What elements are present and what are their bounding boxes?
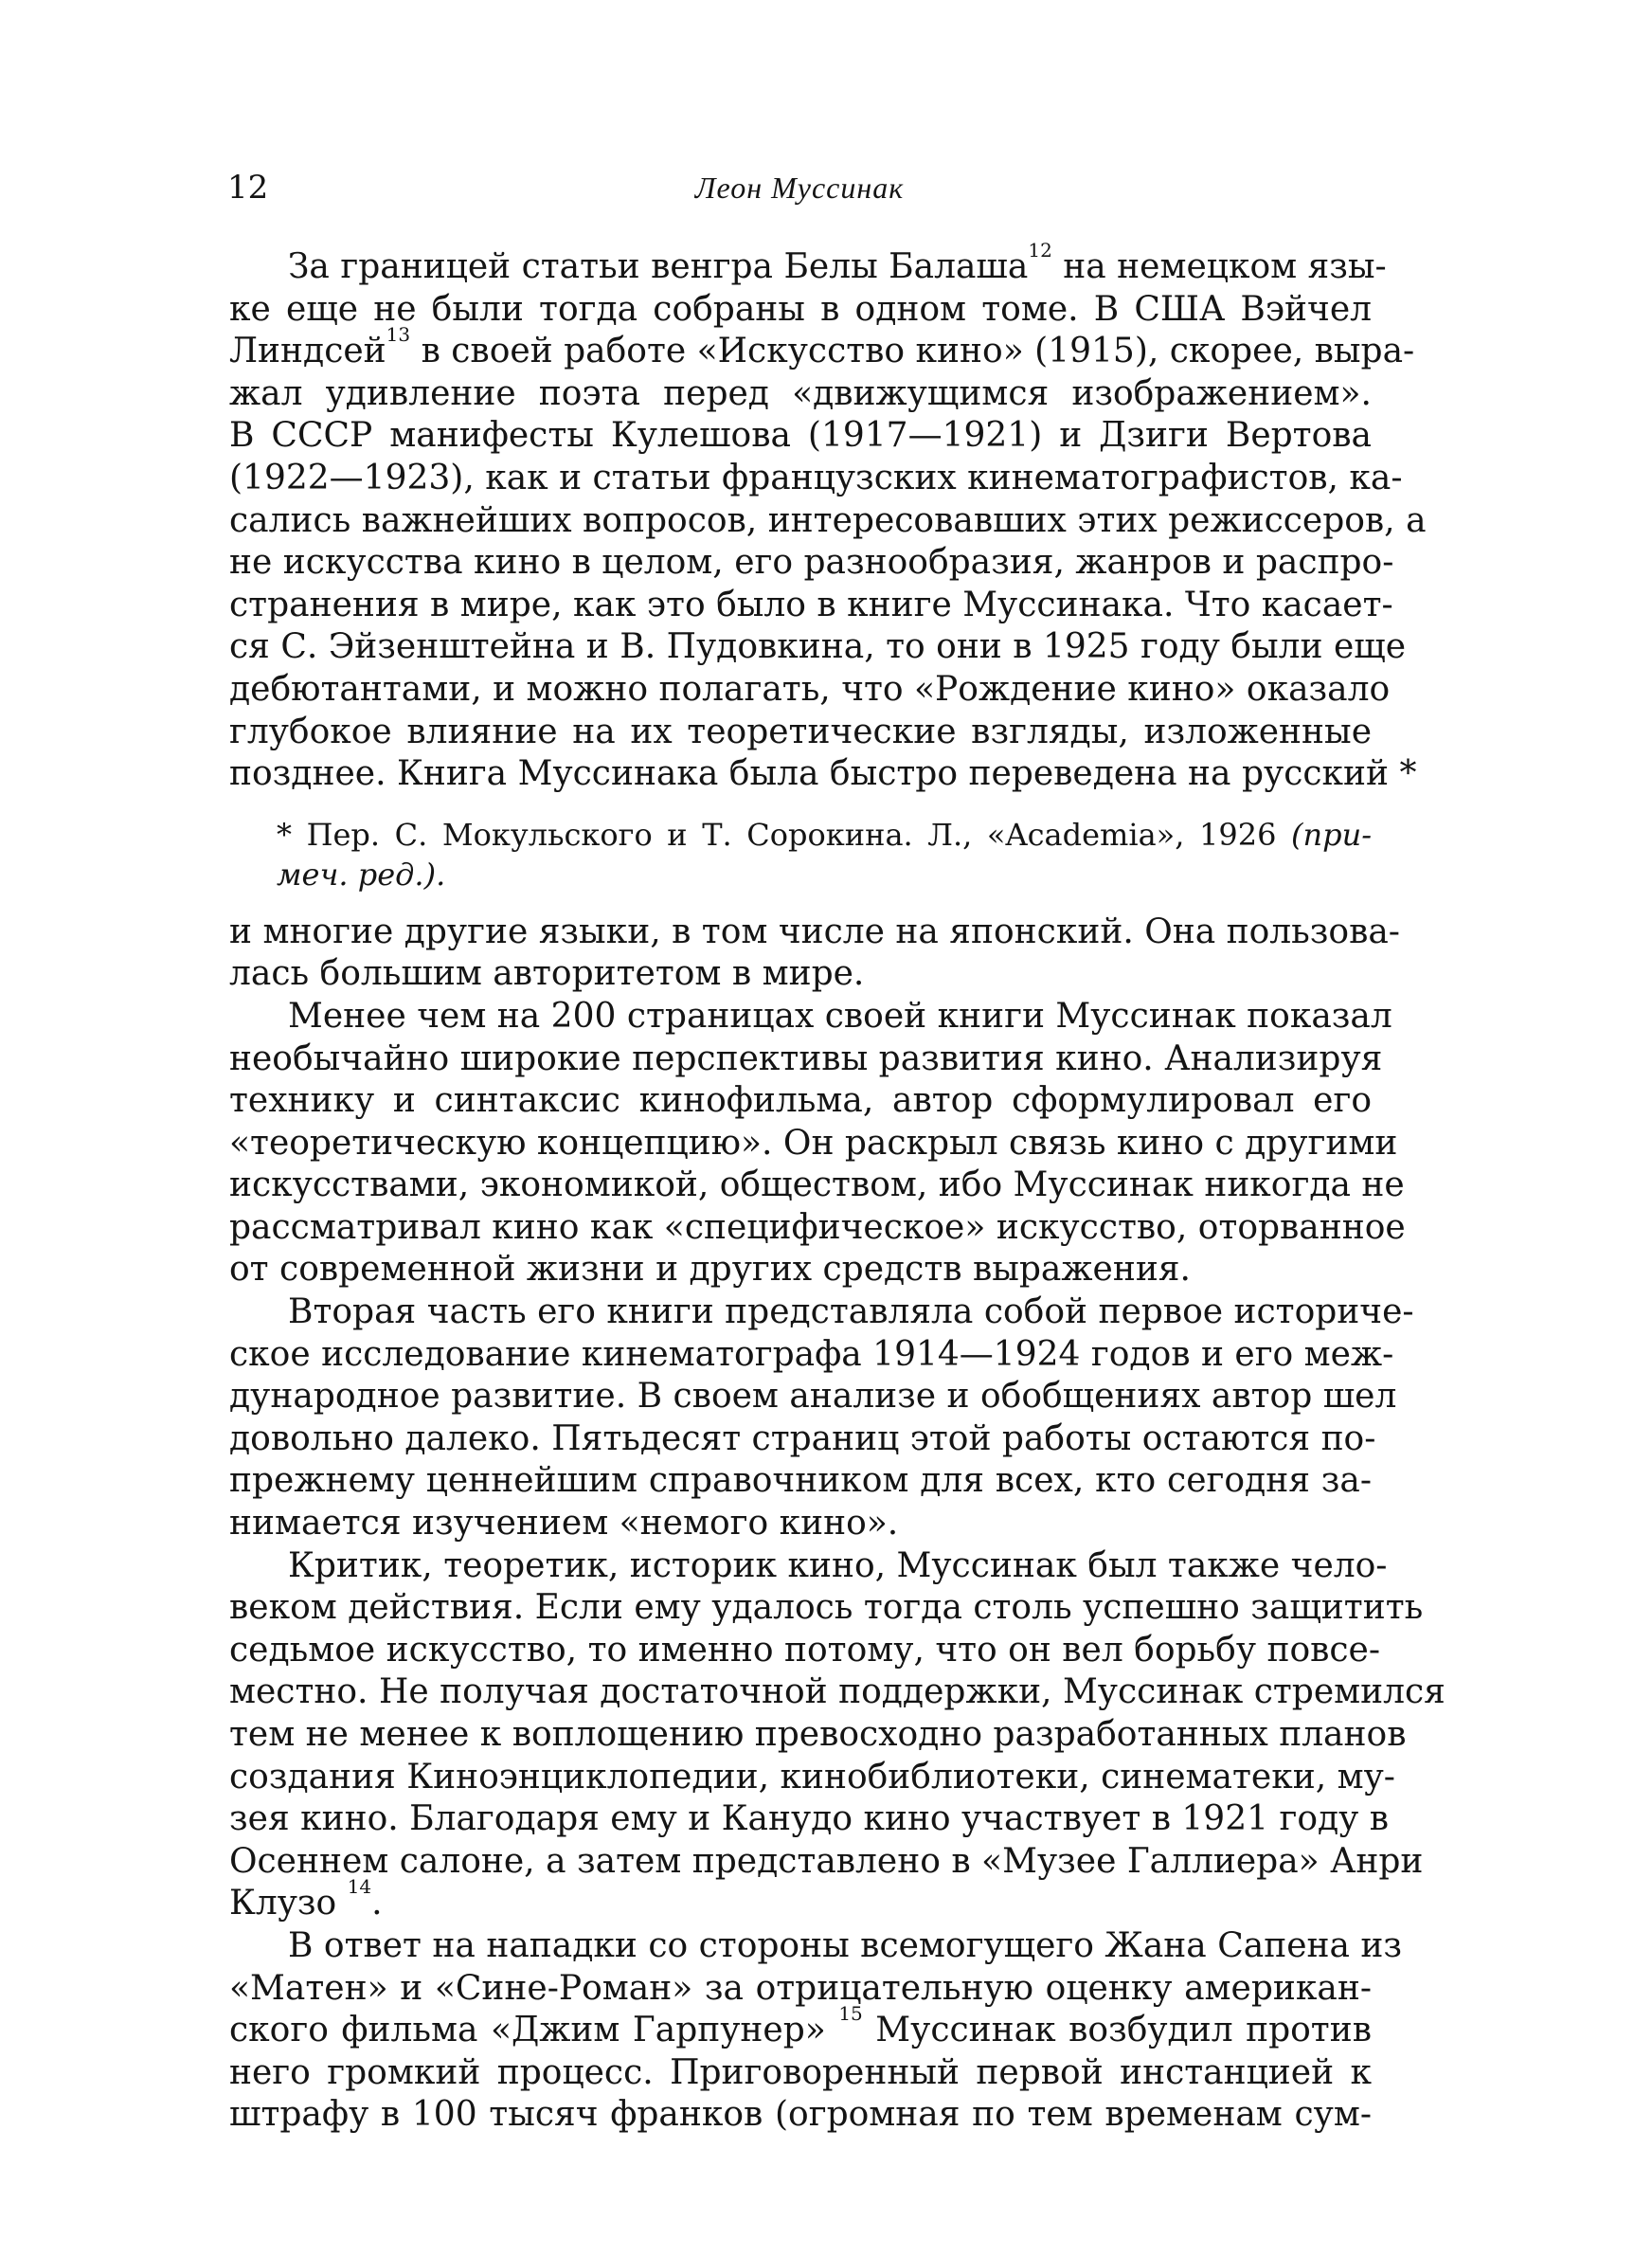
text-line: прежнему ценнейшим справочником для всех, кто сегодня за- (229, 1461, 1372, 1501)
text-line: Осеннем салоне, а затем представлено в «Музее Галлиера» Анри (229, 1841, 1424, 1881)
text-line: жал удивление поэта перед «движущимся изображением». (229, 373, 1372, 413)
text-line: «теоретическую концепцию». Он раскрыл связь кино с другими (229, 1123, 1398, 1163)
text-line: дународное развитие. В своем анализе и обобщениях автор шел (229, 1377, 1397, 1417)
text-line: нимается изучением «немого кино». (229, 1504, 899, 1544)
page-body (229, 239, 1446, 2137)
text-line: Критик, теоретик, историк кино, Муссинак был также чело- (288, 1545, 1388, 1585)
text-line: В ответ на нападки со стороны всемогущего Жана Сапена из (288, 1925, 1403, 1965)
text-line: седьмое искусство, то именно потому, что он вел борьбу повсе- (229, 1630, 1381, 1670)
text-line: и многие другие языки, в том числе на японский. Она пользова- (229, 912, 1400, 951)
footnote-ref: 15 (838, 2002, 863, 2026)
paragraph-1 (229, 239, 1427, 796)
text-line: него громкий процесс. Приговоренный первой инстанцией к (229, 2052, 1372, 2092)
text-line: искусствами, экономикой, обществом, ибо Муссинак никогда не (229, 1165, 1405, 1205)
text-line: тем не менее к воплощению превосходно разработанных планов (229, 1715, 1407, 1754)
text-line: «Матен» и «Сине-Роман» за отрицательную оценку американ- (229, 1968, 1372, 2008)
footnote-ref: 12 (1028, 239, 1052, 262)
paragraph-5 (229, 1925, 1403, 2137)
text-line: штрафу в 100 тысяч франков (огромная по тем временам сум- (229, 2095, 1372, 2135)
running-title: Леон Муссинак (694, 171, 905, 205)
text-line: В СССР манифесты Кулешова (1917—1921) и Дзиги Вертова (229, 416, 1372, 456)
page-number: 12 (227, 169, 269, 207)
text-line: довольно далеко. Пятьдесят страниц этой работы остаются по- (229, 1418, 1376, 1458)
footnote-line: * Пер. С. Мокульского и Т. Сорокина. Л., «Academia», 1926 (при- (277, 816, 1373, 853)
text-line: позднее. Книга Муссинака была быстро переведена на русский * (229, 754, 1417, 794)
text-line: ся С. Эйзенштейна и В. Пудовкина, то они в 1925 году были еще (229, 627, 1407, 667)
text-line: необычайно широкие перспективы развития кино. Анализируя (229, 1038, 1383, 1078)
text-line: Клузо $^{14}$. (229, 1875, 383, 1923)
text-line: Линдсей$^{13}$ в своей работе «Искусство кино» (1915), скорее, выра- (229, 323, 1415, 371)
text-line: веком действия. Если ему удалось тогда столь успешно защитить (229, 1588, 1424, 1628)
text-line: зея кино. Благодаря ему и Канудо кино участвует в 1921 году в (229, 1799, 1390, 1839)
paragraph-3 (229, 1291, 1414, 1545)
text-line: от современной жизни и других средств выражения. (229, 1250, 1191, 1290)
paragraph-1-continued (229, 912, 1400, 996)
text-line: ского фильма «Джим Гарпунер» $^{15}$ Муссинак возбудил против (229, 2002, 1372, 2050)
footnote-line: меч. ред.). (277, 856, 446, 893)
text-line: создания Киноэнциклопедии, кинобиблиотеки, синематеки, му- (229, 1757, 1395, 1797)
text-line: местно. Не получая достаточной поддержки, Муссинак стремился (229, 1672, 1446, 1712)
text-line: технику и синтаксис кинофильма, автор сформулировал его (229, 1081, 1372, 1121)
text-line: лась большим авторитетом в мире. (229, 954, 865, 994)
text-line: сались важнейших вопросов, интересовавших этих режиссеров, а (229, 500, 1427, 540)
text-line: не искусства кино в целом, его разнообразия, жанров и распро- (229, 543, 1394, 583)
text-line: глубокое влияние на их теоретические взгляды, изложенные (229, 712, 1372, 751)
paragraph-2 (229, 996, 1406, 1291)
text-line: дебютантами, и можно полагать, что «Рождение кино» оказало (229, 669, 1391, 709)
text-line: (1922—1923), как и статьи французских кинематографистов, ка- (229, 458, 1403, 497)
text-line: ское исследование кинематографа 1914—1924 годов и его меж- (229, 1334, 1394, 1374)
footnote (229, 815, 1372, 894)
footnote-ref: 13 (386, 323, 411, 347)
text-line: За границей статьи венгра Белы Балаша$^{12}$ на немецком язы- (288, 239, 1387, 286)
page-header (227, 167, 1372, 208)
text-line: рассматривал кино как «специфическое» искусство, оторванное (229, 1207, 1406, 1247)
text-line: ке еще не были тогда собраны в одном томе. В США Вэйчел (229, 289, 1372, 329)
paragraph-4 (229, 1545, 1446, 1925)
text-line: Вторая часть его книги представляла собой первое историче- (288, 1292, 1414, 1332)
text-line: странения в мире, как это было в книге Муссинака. Что касает- (229, 585, 1393, 624)
text-line: Менее чем на 200 страницах своей книги Муссинак показал (288, 996, 1392, 1036)
footnote-ref: 14 (347, 1875, 372, 1899)
